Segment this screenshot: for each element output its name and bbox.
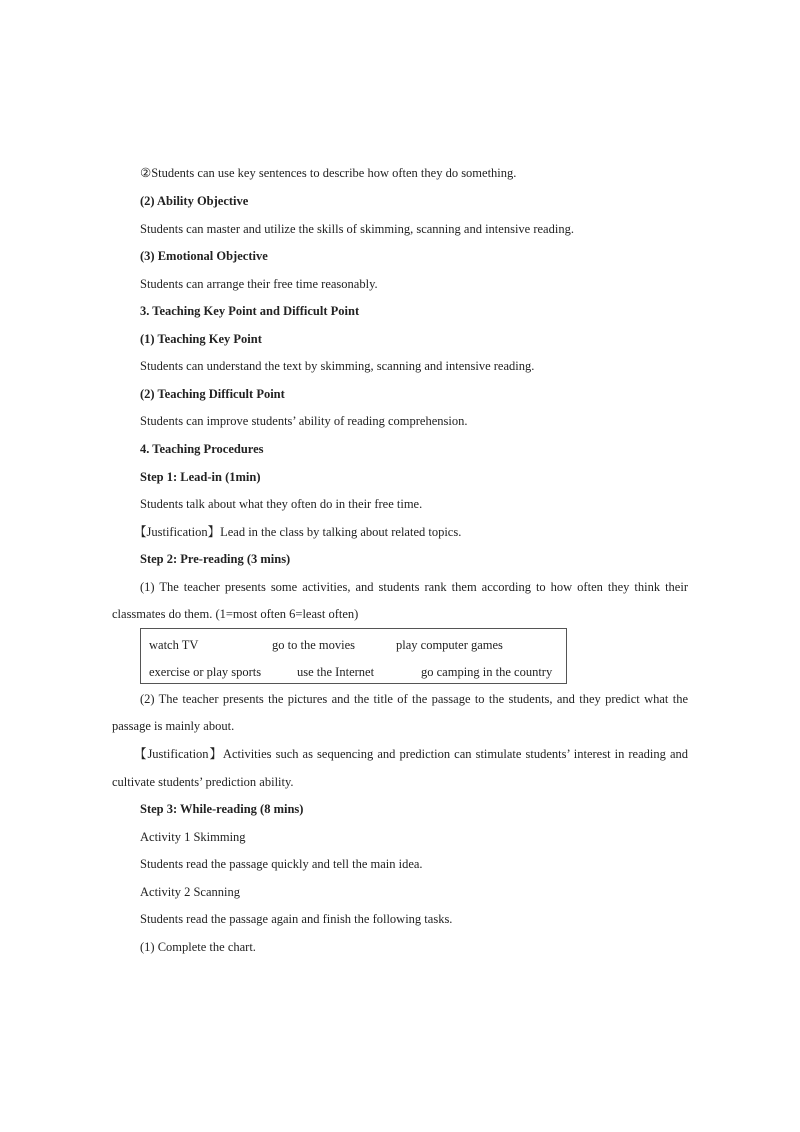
heading-step-1: Step 1: Lead-in (1min) xyxy=(140,470,261,484)
heading-ability-objective: (2) Ability Objective xyxy=(140,194,249,208)
key-point-text: Students can understand the text by skimming, scanning and intensive reading. xyxy=(140,359,535,373)
activity-1-title: Activity 1 Skimming xyxy=(140,830,246,844)
activity-1-text: Students read the passage quickly and tell the main idea. xyxy=(140,857,423,871)
activity-2-text: Students read the passage again and finish the following tasks. xyxy=(140,912,453,926)
step-2-item-2-line-2: passage is mainly about. xyxy=(112,719,235,733)
table-cell: go to the movies xyxy=(272,638,355,652)
heading-step-2: Step 2: Pre-reading (3 mins) xyxy=(140,552,291,566)
activity-2-title: Activity 2 Scanning xyxy=(140,885,240,899)
emotional-objective-text: Students can arrange their free time reasonably. xyxy=(140,277,378,291)
table-cell: watch TV xyxy=(149,638,199,652)
step-2-item-1-line-1: (1) The teacher presents some activities, and students rank them according to how often they think their xyxy=(140,580,688,594)
table-cell: use the Internet xyxy=(297,665,375,679)
heading-step-3: Step 3: While-reading (8 mins) xyxy=(140,802,304,816)
heading-difficult-point: (2) Teaching Difficult Point xyxy=(140,387,285,401)
heading-emotional-objective: (3) Emotional Objective xyxy=(140,249,268,263)
heading-key-point: (1) Teaching Key Point xyxy=(140,332,262,346)
activities-table xyxy=(140,628,567,684)
ability-objective-text: Students can master and utilize the skills of skimming, scanning and intensive reading. xyxy=(140,222,574,236)
step-2-item-2-line-1: (2) The teacher presents the pictures and the title of the passage to the students, and they predict what the xyxy=(140,692,688,706)
heading-key-difficult-point: 3. Teaching Key Point and Difficult Point xyxy=(140,304,360,318)
step-1-text: Students talk about what they often do in their free time. xyxy=(140,497,423,511)
table-cell: exercise or play sports xyxy=(149,665,262,679)
objective-item-2: ②Students can use key sentences to describe how often they do something. xyxy=(140,166,517,180)
step-2-justification-line-2: cultivate students’ prediction ability. xyxy=(112,775,294,789)
difficult-point-text: Students can improve students’ ability of reading comprehension. xyxy=(140,414,468,428)
table-cell: go camping in the country xyxy=(421,665,553,679)
task-1-text: (1) Complete the chart. xyxy=(140,940,256,954)
step-2-justification-line-1: 【Justification】Activities such as sequencing and prediction can stimulate students’ interest in reading and xyxy=(134,747,688,761)
step-2-item-1-line-2: classmates do them. (1=most often 6=least often) xyxy=(112,607,359,621)
table-cell: play computer games xyxy=(396,638,503,652)
step-1-justification: 【Justification】Lead in the class by talking about related topics. xyxy=(134,525,462,539)
heading-teaching-procedures: 4. Teaching Procedures xyxy=(140,442,264,456)
